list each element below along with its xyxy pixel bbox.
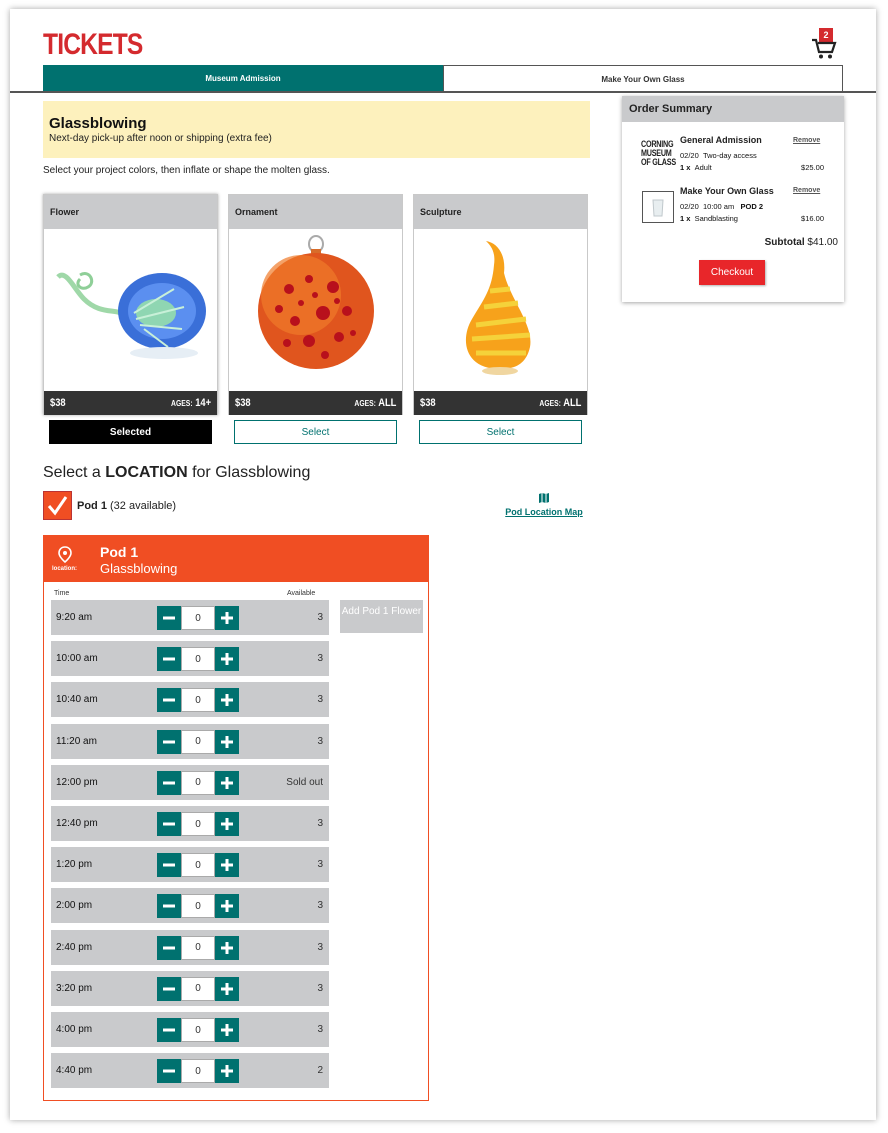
select-flower-button[interactable]: Selected <box>49 420 212 444</box>
plus-button[interactable] <box>215 1018 239 1042</box>
plus-button[interactable] <box>215 812 239 836</box>
plus-icon <box>220 735 234 749</box>
quantity-input[interactable]: 0 <box>181 730 215 754</box>
logo-line: MUSEUM <box>641 148 672 158</box>
product-name: Sculpture <box>414 195 587 229</box>
quantity-input[interactable]: 0 <box>181 894 215 918</box>
quantity-stepper <box>157 730 239 754</box>
plus-button[interactable] <box>215 1059 239 1083</box>
checkout-button[interactable]: Checkout <box>699 260 765 285</box>
quantity-stepper <box>157 894 239 918</box>
item-type: Sandblasting <box>694 214 738 223</box>
ornament-image <box>229 229 402 391</box>
quantity-stepper <box>157 1018 239 1042</box>
minus-icon <box>162 1023 176 1037</box>
minus-icon <box>162 611 176 625</box>
summary-item-date <box>680 202 763 211</box>
pod-label: Pod 1 <box>77 500 107 512</box>
plus-icon <box>220 817 234 831</box>
minus-button[interactable] <box>157 730 181 754</box>
pod-location-map-link[interactable] <box>500 492 588 517</box>
time-slot-row <box>51 724 329 759</box>
minus-button[interactable] <box>157 647 181 671</box>
subtotal-label: Subtotal <box>764 237 805 248</box>
product-name: Flower <box>44 195 217 229</box>
time-slot-row <box>51 1012 329 1047</box>
sculpture-image <box>414 229 587 391</box>
product-footer <box>229 391 402 415</box>
time-slot-row <box>51 641 329 676</box>
quantity-input[interactable]: 0 <box>181 812 215 836</box>
item-date: 02/20 <box>680 202 699 211</box>
quantity-stepper <box>157 977 239 1001</box>
pod-1-label <box>77 500 176 512</box>
plus-button[interactable] <box>215 730 239 754</box>
activity-title: Glassblowing <box>49 115 147 132</box>
summary-item-price: $25.00 <box>801 163 824 172</box>
cart-button[interactable] <box>810 28 840 60</box>
summary-item-qty <box>680 163 712 172</box>
quantity-input[interactable]: 0 <box>181 771 215 795</box>
location-heading-prefix: Select a <box>43 464 106 481</box>
subtotal <box>765 237 838 248</box>
location-heading-suffix: for Glassblowing <box>187 464 311 481</box>
quantity-input[interactable]: 0 <box>181 977 215 1001</box>
time-slot-row <box>51 888 329 923</box>
ages-value: ALL <box>377 397 396 409</box>
cart-icon <box>810 38 838 60</box>
minus-button[interactable] <box>157 977 181 1001</box>
pod-1-checkbox[interactable] <box>43 491 72 520</box>
location-word: location: <box>52 566 77 572</box>
add-pod-flower-button[interactable]: Add Pod 1 Flower <box>340 600 423 633</box>
pod-schedule-panel <box>43 535 429 1101</box>
slot-available: 3 <box>317 1024 323 1035</box>
minus-button[interactable] <box>157 1059 181 1083</box>
activity-banner <box>43 101 590 158</box>
summary-item-price: $16.00 <box>801 214 824 223</box>
checkmark-icon <box>44 492 71 519</box>
plus-button[interactable] <box>215 647 239 671</box>
slot-available: 2 <box>317 1065 323 1077</box>
product-card-sculpture[interactable] <box>413 194 588 415</box>
product-price: $38 <box>420 397 436 409</box>
time-slot-row <box>51 930 329 965</box>
plus-button[interactable] <box>215 977 239 1001</box>
pod-available: (32 available) <box>110 500 177 512</box>
ages-value: 14+ <box>195 397 211 409</box>
slot-available: 3 <box>317 612 323 623</box>
slot-available: 3 <box>317 653 323 665</box>
remove-link[interactable]: Remove <box>793 137 821 144</box>
slot-available: 3 <box>317 941 323 953</box>
item-detail: Two-day access <box>702 151 757 160</box>
select-sculpture-button[interactable]: Select <box>419 420 582 444</box>
quantity-stepper <box>157 688 239 712</box>
summary-item-date <box>680 151 757 160</box>
activity-subtitle: Next-day pick-up after noon or shipping (extra fee) <box>49 133 272 144</box>
slot-available: Sold out <box>286 776 323 788</box>
quantity-input[interactable]: 0 <box>181 1018 215 1042</box>
tab-bar <box>43 65 843 92</box>
plus-icon <box>220 1064 234 1078</box>
minus-icon <box>162 899 176 913</box>
plus-button[interactable] <box>215 853 239 877</box>
item-pod: POD 2 <box>740 202 764 211</box>
tab-museum-admission[interactable]: Museum Admission <box>43 65 443 92</box>
plus-button[interactable] <box>215 771 239 795</box>
product-price: $38 <box>235 397 251 409</box>
minus-icon <box>162 941 176 955</box>
plus-button[interactable] <box>215 936 239 960</box>
minus-button[interactable] <box>157 812 181 836</box>
order-summary-title: Order Summary <box>622 96 844 122</box>
available-column-header: Available <box>287 590 316 597</box>
product-footer <box>44 391 217 415</box>
pod-panel-header <box>44 536 428 582</box>
logo-line: OF GLASS <box>641 157 676 167</box>
product-ages <box>354 397 396 409</box>
slot-time: 2:40 pm <box>56 941 93 953</box>
map-icon <box>538 492 550 504</box>
slot-available: 3 <box>317 694 323 706</box>
minus-icon <box>162 693 176 707</box>
pod-name: Pod 1 <box>100 544 139 560</box>
item-type: Adult <box>694 163 712 172</box>
summary-item-title: General Admission <box>680 135 762 145</box>
product-name: Ornament <box>229 195 402 229</box>
plus-button[interactable] <box>215 894 239 918</box>
minus-button[interactable] <box>157 688 181 712</box>
slot-time: 1:20 pm <box>56 859 93 871</box>
order-summary <box>622 96 844 302</box>
plus-button[interactable] <box>215 688 239 712</box>
slot-time: 3:20 pm <box>56 982 93 994</box>
minus-icon <box>162 817 176 831</box>
product-card-flower[interactable] <box>43 194 218 415</box>
product-ages <box>539 397 581 409</box>
slot-time: 12:40 pm <box>56 818 98 829</box>
ages-label: AGES: <box>354 399 376 408</box>
location-heading-bold: LOCATION <box>105 464 188 481</box>
item-qty: 1 x <box>680 163 691 172</box>
quantity-stepper <box>157 936 239 960</box>
slot-time: 10:00 am <box>56 653 98 665</box>
time-slot-row <box>51 1053 329 1088</box>
time-column-header: Time <box>54 590 70 597</box>
product-thumbnail <box>642 191 674 223</box>
slot-time: 10:40 am <box>56 694 98 706</box>
slot-time: 4:00 pm <box>56 1024 93 1035</box>
ages-label: AGES: <box>539 399 561 408</box>
quantity-input[interactable]: 0 <box>181 853 215 877</box>
time-slot-row <box>51 806 329 841</box>
summary-item-qty <box>680 214 738 223</box>
minus-button[interactable] <box>157 936 181 960</box>
map-link-label: Pod Location Map <box>505 507 583 517</box>
quantity-stepper <box>157 853 239 877</box>
time-slot-row <box>51 971 329 1006</box>
minus-icon <box>162 982 176 996</box>
cart-count-badge: 2 <box>819 28 833 42</box>
minus-icon <box>162 652 176 666</box>
slot-time: 4:40 pm <box>56 1065 93 1077</box>
minus-icon <box>162 1064 176 1078</box>
slot-available: 3 <box>317 735 323 747</box>
plus-button[interactable] <box>215 606 239 630</box>
ages-value: ALL <box>562 397 581 409</box>
time-slot-row <box>51 765 329 800</box>
subtotal-value: $41.00 <box>807 237 838 248</box>
pod-activity: Glassblowing <box>100 561 178 576</box>
minus-icon <box>162 858 176 872</box>
quantity-stepper <box>157 812 239 836</box>
remove-link[interactable]: Remove <box>793 187 821 194</box>
time-slot-row <box>51 847 329 882</box>
plus-icon <box>220 652 234 666</box>
summary-item-title: Make Your Own Glass <box>680 186 774 196</box>
slot-available: 3 <box>317 900 323 912</box>
quantity-input[interactable]: 0 <box>181 1059 215 1083</box>
slot-available: 3 <box>317 982 323 994</box>
minus-button[interactable] <box>157 1018 181 1042</box>
minus-button[interactable] <box>157 771 181 795</box>
quantity-input[interactable]: 0 <box>181 936 215 960</box>
plus-icon <box>220 611 234 625</box>
quantity-stepper <box>157 647 239 671</box>
quantity-stepper <box>157 771 239 795</box>
plus-icon <box>220 776 234 790</box>
slot-time: 12:00 pm <box>56 776 98 788</box>
ages-label: AGES: <box>170 399 193 408</box>
flower-image <box>44 229 217 391</box>
brand-title: TICKETS <box>43 28 143 61</box>
time-slot-row <box>51 682 329 717</box>
minus-icon <box>162 735 176 749</box>
plus-icon <box>220 941 234 955</box>
plus-icon <box>220 982 234 996</box>
slot-time: 2:00 pm <box>56 900 93 912</box>
quantity-input[interactable]: 0 <box>181 688 215 712</box>
item-date: 02/20 <box>680 151 699 160</box>
plus-icon <box>220 858 234 872</box>
location-heading <box>43 464 310 482</box>
quantity-input[interactable]: 0 <box>181 647 215 671</box>
plus-icon <box>220 693 234 707</box>
item-qty: 1 x <box>680 214 691 223</box>
slot-time: 9:20 am <box>56 612 93 623</box>
minus-button[interactable] <box>157 853 181 877</box>
time-slot-row <box>51 600 329 635</box>
product-card-ornament[interactable] <box>228 194 403 415</box>
quantity-input[interactable]: 0 <box>181 606 215 630</box>
select-ornament-button[interactable]: Select <box>234 420 397 444</box>
instructions-text: Select your project colors, then inflate or shape the molten glass. <box>43 165 330 176</box>
minus-icon <box>162 776 176 790</box>
quantity-stepper <box>157 1059 239 1083</box>
product-price: $38 <box>50 397 66 409</box>
tab-make-your-own-glass[interactable]: Make Your Own Glass <box>443 65 843 92</box>
minus-button[interactable] <box>157 894 181 918</box>
plus-icon <box>220 899 234 913</box>
product-ages <box>171 397 211 409</box>
product-footer <box>414 391 587 415</box>
museum-logo <box>641 140 676 167</box>
logo-line: CORNING <box>641 139 674 149</box>
slot-available: 3 <box>317 859 323 871</box>
header-divider <box>10 91 876 93</box>
slot-available: 3 <box>317 818 323 829</box>
slot-time: 11:20 am <box>56 735 97 747</box>
item-time: 10:00 am <box>702 202 735 211</box>
minus-button[interactable] <box>157 606 181 630</box>
quantity-stepper <box>157 606 239 630</box>
plus-icon <box>220 1023 234 1037</box>
